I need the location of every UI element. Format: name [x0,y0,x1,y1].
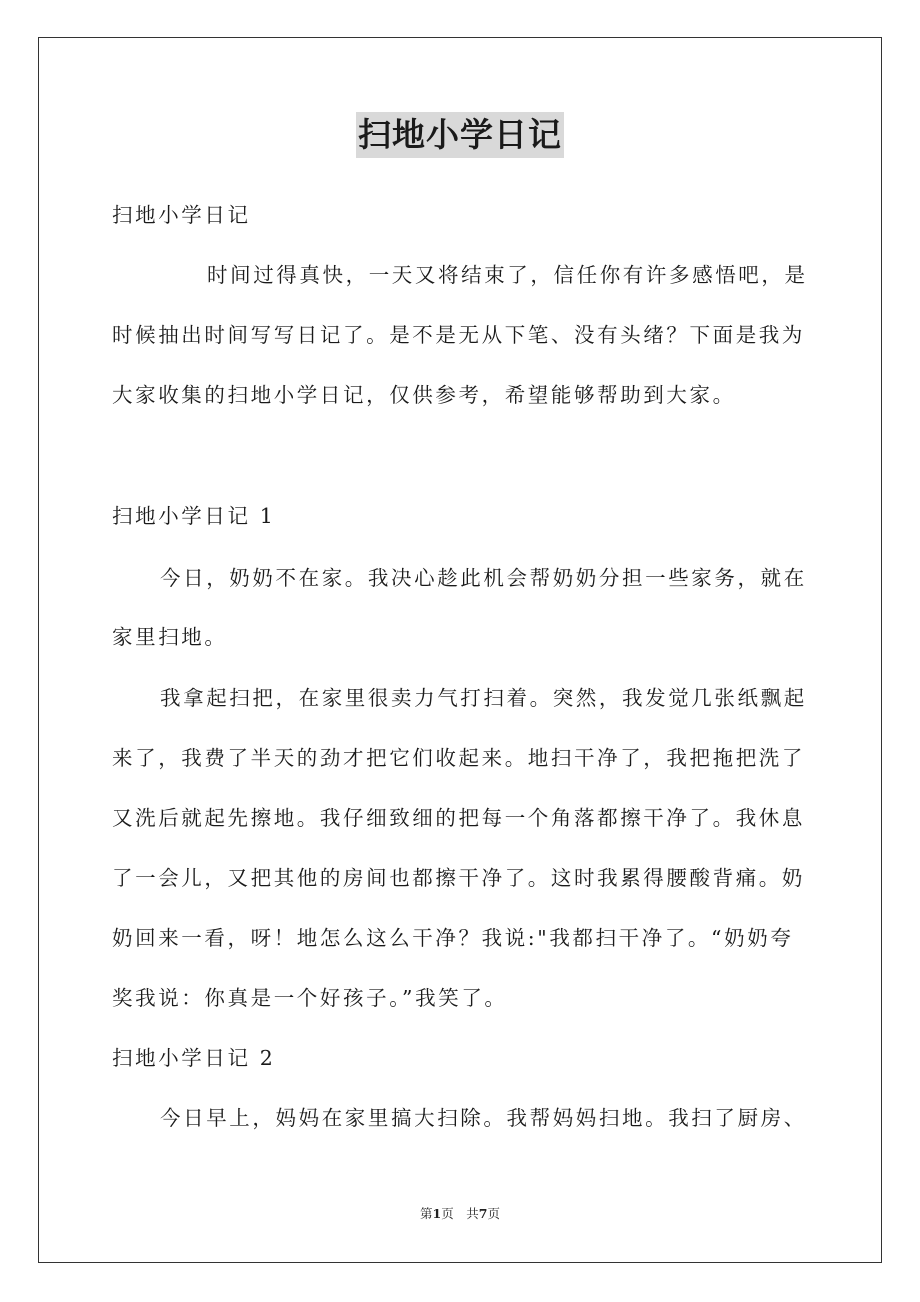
intro-line: 时候抽出时间写写日记了。是不是无从下笔、没有头绪？下面是我为 [112,323,805,347]
entry-2-heading: 扫地小学日记 2 [112,1046,276,1070]
entry-1-line: 又洗后就起先擦地。我仔细致细的把每一个角落都擦干净了。我休息 [112,806,805,830]
entry-1-line: 今日，奶奶不在家。我决心趁此机会帮奶奶分担一些家务，就在 [160,566,807,590]
footer-page-suffix: 页 [487,1206,500,1221]
entry-2-line: 今日早上，妈妈在家里搞大扫除。我帮妈妈扫地。我扫了厨房、 [160,1106,807,1130]
entry-1-heading: 扫地小学日记 1 [112,504,276,528]
entry-1-line: 家里扫地。 [112,625,228,649]
document-title: 扫地小学日记 [356,112,564,158]
entry-1-line: 了一会儿，又把其他的房间也都擦干净了。这时我累得腰酸背痛。奶 [112,866,805,890]
entry-1-line: 奶回来一看，呀！地怎么这么干净？我说:"我都扫干净了。“奶奶夸 [112,926,794,950]
footer-page-total: 7 [478,1206,488,1221]
footer-page-prefix: 第 [420,1206,433,1221]
page-footer [0,1205,920,1223]
footer-page-current: 1 [432,1206,442,1221]
title-container [0,112,920,158]
entry-1-line: 奖我说：你真是一个好孩子。”我笑了。 [112,986,508,1010]
intro-line: 时间过得真快，一天又将结束了，信任你有许多感悟吧，是 [207,263,808,287]
entry-1-line: 我拿起扫把，在家里很卖力气打扫着。突然，我发觉几张纸飘起 [160,686,807,710]
footer-page-mid: 页 共 [441,1206,479,1221]
entry-1-line: 来了，我费了半天的劲才把它们收起来。地扫干净了，我把拖把洗了 [112,746,805,770]
subtitle: 扫地小学日记 [112,203,251,227]
intro-line: 大家收集的扫地小学日记，仅供参考，希望能够帮助到大家。 [112,383,736,407]
